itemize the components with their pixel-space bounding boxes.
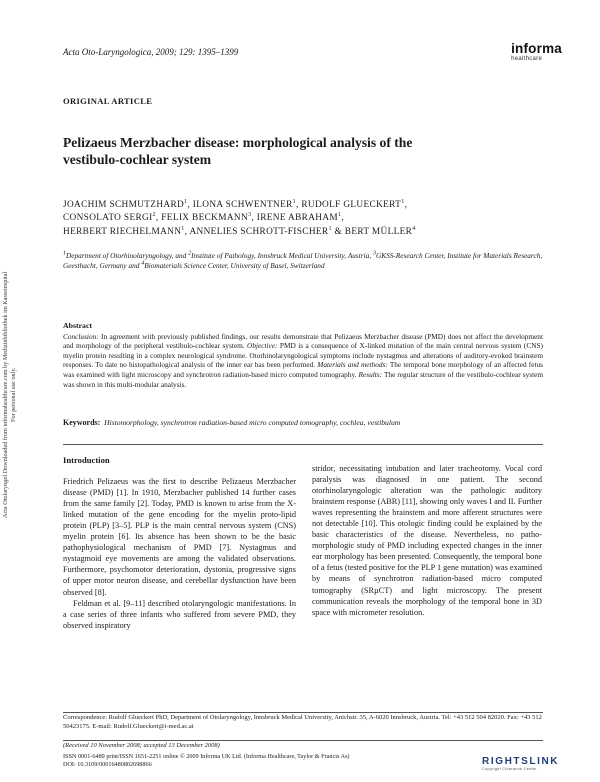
- body-column-left: [63, 455, 296, 631]
- affiliation-text: Institute of Pathology, Innsbruck Medical University, Austria,: [191, 251, 373, 260]
- author-name: RUDOLF GLUECKERT: [301, 200, 402, 210]
- correspondence-note: Correspondence: Rudolf Glueckert PhD, Department of Otolaryngology, Innsbruck Medical University, Anichstr. 35, A-6020 Innsbruck, Austria. Tel: +43 512 504 82020. Fax: +43 512 50423175. E-mail: Rudolf.Glueckert@i-med.ac.at: [63, 714, 542, 730]
- abstract-objective-label: Objective:: [247, 341, 278, 351]
- section-divider: [63, 444, 543, 445]
- author-affiliation-mark: 1: [328, 225, 332, 232]
- abstract-objective: PMD is a consequence of X-linked mutation of the main central nervous system (CNS) myelin protein resulting in a complex neurological syndrome. Otorhinolaryngological symptoms include nystagmus and alterations of auditory-evoked brainstem responses. To date no histopathological analysis of the inner ear has been performed.: [63, 341, 543, 370]
- abstract-conclusion-label: Conclusion:: [63, 331, 99, 341]
- abstract-heading: Abstract: [63, 321, 93, 330]
- keywords-label: Keywords:: [63, 418, 101, 427]
- article-type: ORIGINAL ARTICLE: [63, 96, 153, 106]
- author-affiliation-mark: 1: [184, 198, 188, 205]
- logo-sub-text: healthcare: [511, 56, 543, 62]
- body-paragraph: Feldman et al. [9–11] described otolaryngologic manifestations. In a case series of three infants who suffered from severe PMD, they observed inspiratory: [63, 598, 296, 630]
- footnote-divider: [63, 740, 543, 741]
- author-affiliation-mark: 1: [338, 212, 342, 219]
- doi-line: DOI: 10.3109/00016480802698866: [63, 761, 152, 769]
- abstract-methods-label: Materials and methods:: [317, 360, 388, 370]
- page-header: [63, 41, 562, 66]
- author-name: HERBERT RIECHELMANN: [63, 226, 182, 237]
- body-paragraph: Friedrich Pelizaeus was the first to describe Pelizaeus Merzbacher disease (PMD) [1]. In 1910, Merzbacher published 14 further cases from the same family [2]. Today, PMD is known to arise from the X-linked mutation of the gene encoding for the myelin proto-lipid protein (PLP) [3–5]. PLP is the main central nervous system (CNS) myelin protein [6]. Its absence has been shown to be the basic pathophysiological mechanism of PMD [7]. Nystagmus and nystagmoid eye movements are among the validated observations. Furthermore, psychomotor deterioration, dystonia, progressive signs of upper motor neuron disease, and cerebellar dysfunction have been observed [8].: [63, 477, 296, 597]
- author-name: ANNELIES SCHROTT-FISCHER: [189, 226, 329, 237]
- author-affiliation-mark: 4: [412, 225, 416, 232]
- abstract-results: The regular structure of the vestibulo-cochlear system was shown in this multi-modular analysis.: [63, 369, 544, 389]
- footnote-divider: [63, 712, 543, 713]
- publication-info: [63, 753, 503, 769]
- keywords-text: Histomorphology, synchrotron radiation-based micro computed tomography, cochlea, vestibulum: [104, 418, 401, 427]
- rightslink-logo[interactable]: [482, 756, 582, 771]
- author-name: JOACHIM SCHMUTZHARD: [63, 200, 185, 210]
- affiliation-text: Biomaterials Science Center, University of Basel, Switzerland: [144, 261, 325, 271]
- received-dates: (Received 10 November 2008; accepted 13 December 2008): [63, 742, 220, 749]
- watermark-line-2: For personal use only.: [10, 367, 17, 423]
- affiliation-number: 4: [141, 260, 145, 267]
- affiliation-text: Department of Otorhinolaryngology, and: [66, 251, 189, 260]
- author-name: FELIX BECKMANN: [161, 213, 249, 224]
- affiliations: [63, 251, 543, 272]
- watermark-line-1: Acta Otolaryngol Downloaded from informahealthcare.com by Medizinbibliothek im Kasseinspital: [2, 271, 9, 519]
- author-list: JOACHIM SCHMUTZHARD$^1$, ILONA SCHWENTNER$^1$, RUDOLF GLUECKERT$^1$, CONSOLATO SERGI$^2$, FELIX BECKMANN$^3$, IRENE ABRAHAM$^1$, HERBERT RIECHELMANN$^1$, ANNELIES SCHROTT-FISCHER$^1$ & BERT MÜLLER$^4$: [63, 198, 416, 237]
- author-name: CONSOLATO SERGI: [63, 213, 153, 224]
- body-column-right: [312, 463, 542, 618]
- affiliation-number: 3: [372, 250, 376, 257]
- author-name: ILONA SCHWENTNER: [192, 200, 293, 210]
- abstract-conclusion: In agreement with previously published findings, our results demonstrate that Pelizaeus Merzbacher disease (PMD) does not affect the development and morphology of the peripheral vestibulo-cochlear system.: [63, 331, 543, 351]
- author-affiliation-mark: 1: [401, 198, 405, 205]
- abstract: [63, 321, 543, 389]
- author-affiliation-mark: 2: [152, 212, 156, 219]
- keywords: [63, 418, 543, 428]
- download-watermark: [2, 210, 30, 580]
- journal-citation: Acta Oto-Laryngologica, 2009; 129: 1395–1399: [63, 47, 239, 57]
- author-name: IRENE ABRAHAM: [256, 213, 339, 224]
- affiliation-number: 1: [63, 250, 66, 257]
- issn-line: ISSN 0001-6489 print/ISSN 1651-2251 online © 2009 Informa UK Ltd. (Informa Healthcare, Taylor & Francis As): [63, 753, 350, 760]
- article-title: Pelizaeus Merzbacher disease: morphological analysis of the vestibulo-cochlear system: [63, 135, 413, 167]
- author-affiliation-mark: 3: [248, 212, 252, 219]
- author-name: BERT MÜLLER: [344, 226, 413, 237]
- author-affiliation-mark: 1: [181, 225, 185, 232]
- body-paragraph: stridor, necessitating intubation and later tracheotomy. Vocal cord paralysis was diagnosed in one patient. The second otorhinolaryngologic alteration was the pathologic auditory brainstem response (ABR) [11], showing only waves I and II. Further waves representing the brainstem and more afferent structures were not detectable [10]. This otologic finding could be explained by the basic characteristics of the disease. Nevertheless, no patho-morphologic study of PMD including expected changes in the inner ear morphology has been presented. Consequently, the temporal bone of a fetus (tested positive for the PLP 1 gene mutation) was examined by means of synchrotron radiation-based micro computed tomography (SRµCT) and light microscopy. The present communication reveals the morphology of the temporal bone in 3D space with micrometer resolution.: [312, 464, 542, 617]
- abstract-results-label: Results:: [358, 369, 383, 379]
- publisher-logo: [511, 42, 562, 63]
- affiliation-number: 2: [188, 250, 192, 257]
- affiliation-text: GKSS-Research Center, Institute for Materials Research, Geesthacht, Germany and: [63, 251, 543, 271]
- rightslink-text: RIGHTSLINK: [482, 756, 560, 767]
- introduction-heading: Introduction: [63, 455, 110, 465]
- abstract-methods: The temporal bone morphology of an affected fetus was examined with light microscopy and synchrotron radiation-based micro computed tomography.: [63, 360, 543, 379]
- logo-main-text: informa: [511, 41, 562, 56]
- author-affiliation-mark: 1: [292, 198, 297, 205]
- rightslink-subtext: Copyright Clearance Center: [482, 767, 537, 771]
